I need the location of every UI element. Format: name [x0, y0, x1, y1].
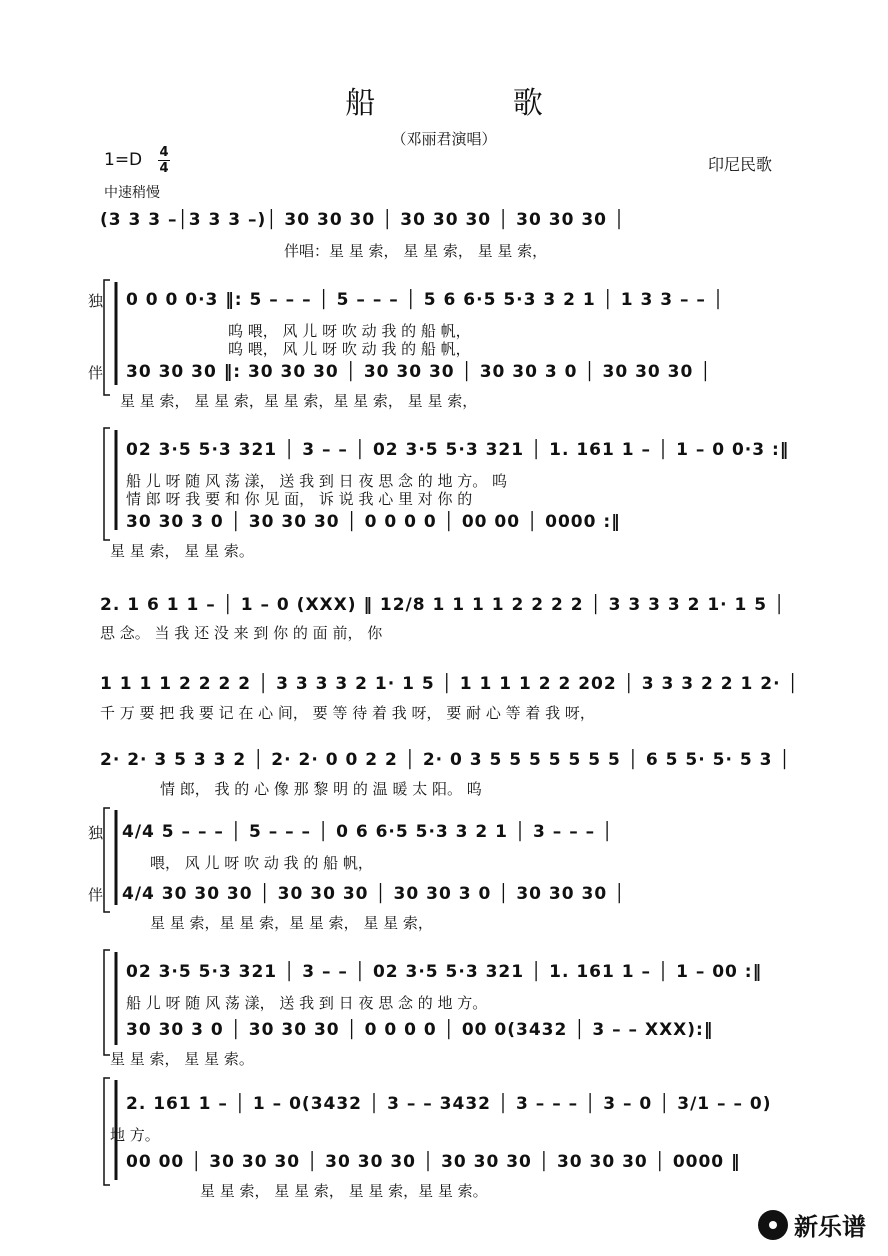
melody-notes: 2. 1 6 1 1 – │ 1 – 0 (XXX) ‖ 12/8 1 1 1 1 2 2 2 2 │ 3 3 3 3 2 1· 1 5 │	[100, 595, 786, 615]
accomp-notes: 30 30 30 ‖: 30 30 30 │ 30 30 30 │ 30 30 3 0 │ 30 30 30 │	[126, 362, 712, 382]
intro-notes: (3 3 3 –│3 3 3 –)│ 30 30 30 │ 30 30 30 │ 30 30 30 │	[100, 210, 626, 230]
key-signature: 1=D	[104, 150, 143, 170]
intro-lyric: 伴唱：星 星 索， 星 星 索， 星 星 索，	[284, 242, 548, 260]
accomp-notes: 30 30 3 0 │ 30 30 30 │ 0 0 0 0 │ 00 00 │ 0000 :‖	[126, 512, 621, 532]
melody-lyric: 思 念。 当 我 还 没 来 到 你 的 面 前， 你	[100, 624, 383, 642]
melody-notes: 1 1 1 1 2 2 2 2 │ 3 3 3 3 2 1· 1 5 │ 1 1 1 1 2 2 202 │ 3 3 3 2 2 1 2· │	[100, 674, 799, 694]
accomp-notes: 00 00 │ 30 30 30 │ 30 30 30 │ 30 30 30 │ 30 30 30 │ 0000 ‖	[126, 1152, 741, 1172]
solo-notes: 0 0 0 0·3 ‖: 5 – – – │ 5 – – – │ 5 6 6·5 5·3 3 2 1 │ 1 3 3 – – │	[126, 290, 725, 310]
solo-notes: 02 3·5 5·3 321 │ 3 – – │ 02 3·5 5·3 321 │ 1. 161 1 – │ 1 – 0 0·3 :‖	[126, 440, 790, 460]
solo-lyric: 喂， 风 儿 呀 吹 动 我 的 船 帆，	[150, 854, 373, 872]
melody-lyric: 千 万 要 把 我 要 记 在 心 间， 要 等 待 着 我 呀， 要 耐 心 等 着 我 呀，	[100, 704, 595, 722]
solo-lyric-verse1: 呜 喂， 风 儿 呀 吹 动 我 的 船 帆，	[228, 322, 471, 340]
accomp-lyric: 星 星 索， 星 星 索。	[110, 1050, 254, 1068]
solo-notes: 2. 161 1 – │ 1 – 0(3432 │ 3 – – 3432 │ 3 – – – │ 3 – 0 │ 3/1 – – 0)	[126, 1094, 772, 1114]
accomp-lyric: 星 星 索， 星 星 索， 星 星 索，星 星 索。	[200, 1182, 488, 1200]
solo-lyric-verse2: 呜 喂， 风 儿 呀 吹 动 我 的 船 帆，	[228, 340, 471, 358]
solo-lyric: 地 方。	[110, 1126, 160, 1144]
melody-notes: 2· 2· 3 5 3 3 2 │ 2· 2· 0 0 2 2 │ 2· 0 3 5 5 5 5 5 5 5 │ 6 5 5· 5· 5 3 │	[100, 750, 791, 770]
accomp-notes: 30 30 3 0 │ 30 30 30 │ 0 0 0 0 │ 00 0(3432 │ 3 – – XXX):‖	[126, 1020, 714, 1040]
solo-notes: 4/4 5 – – – │ 5 – – – │ 0 6 6·5 5·3 3 2 1 │ 3 – – – │	[122, 822, 614, 842]
accomp-lyric: 星 星 索，星 星 索，星 星 索， 星 星 索，	[150, 914, 433, 932]
site-logo	[758, 1207, 866, 1242]
solo-label: 独	[88, 824, 104, 842]
melody-lyric: 情 郎， 我 的 心 像 那 黎 明 的 温 暖 太 阳。 呜	[160, 780, 482, 798]
time-signature-top: 4	[159, 145, 169, 160]
singer-credit: （邓丽君演唱）	[391, 130, 497, 148]
accomp-lyric: 星 星 索， 星 星 索，星 星 索，星 星 索， 星 星 索，	[120, 392, 478, 410]
accomp-lyric: 星 星 索， 星 星 索。	[110, 542, 254, 560]
song-title: 船 歌	[345, 86, 607, 121]
solo-notes: 02 3·5 5·3 321 │ 3 – – │ 02 3·5 5·3 321 │ 1. 161 1 – │ 1 – 00 :‖	[126, 962, 763, 982]
accomp-notes: 4/4 30 30 30 │ 30 30 30 │ 30 30 3 0 │ 30 30 30 │	[122, 884, 626, 904]
solo-lyric-verse2: 情 郎 呀 我 要 和 你 见 面， 诉 说 我 心 里 对 你 的	[126, 490, 473, 508]
record-disc-icon	[758, 1210, 788, 1240]
logo-text: 新乐谱	[794, 1213, 866, 1241]
solo-lyric: 船 儿 呀 随 风 荡 漾， 送 我 到 日 夜 思 念 的 地 方。	[126, 994, 488, 1012]
tempo-marking: 中速稍慢	[104, 185, 160, 201]
song-origin: 印尼民歌	[708, 155, 773, 174]
accomp-label: 伴	[88, 364, 104, 382]
time-signature-bottom: 4	[159, 161, 169, 176]
solo-lyric-verse1: 船 儿 呀 随 风 荡 漾， 送 我 到 日 夜 思 念 的 地 方。 呜	[126, 472, 508, 490]
solo-label: 独	[88, 292, 104, 310]
accomp-label: 伴	[88, 886, 104, 904]
